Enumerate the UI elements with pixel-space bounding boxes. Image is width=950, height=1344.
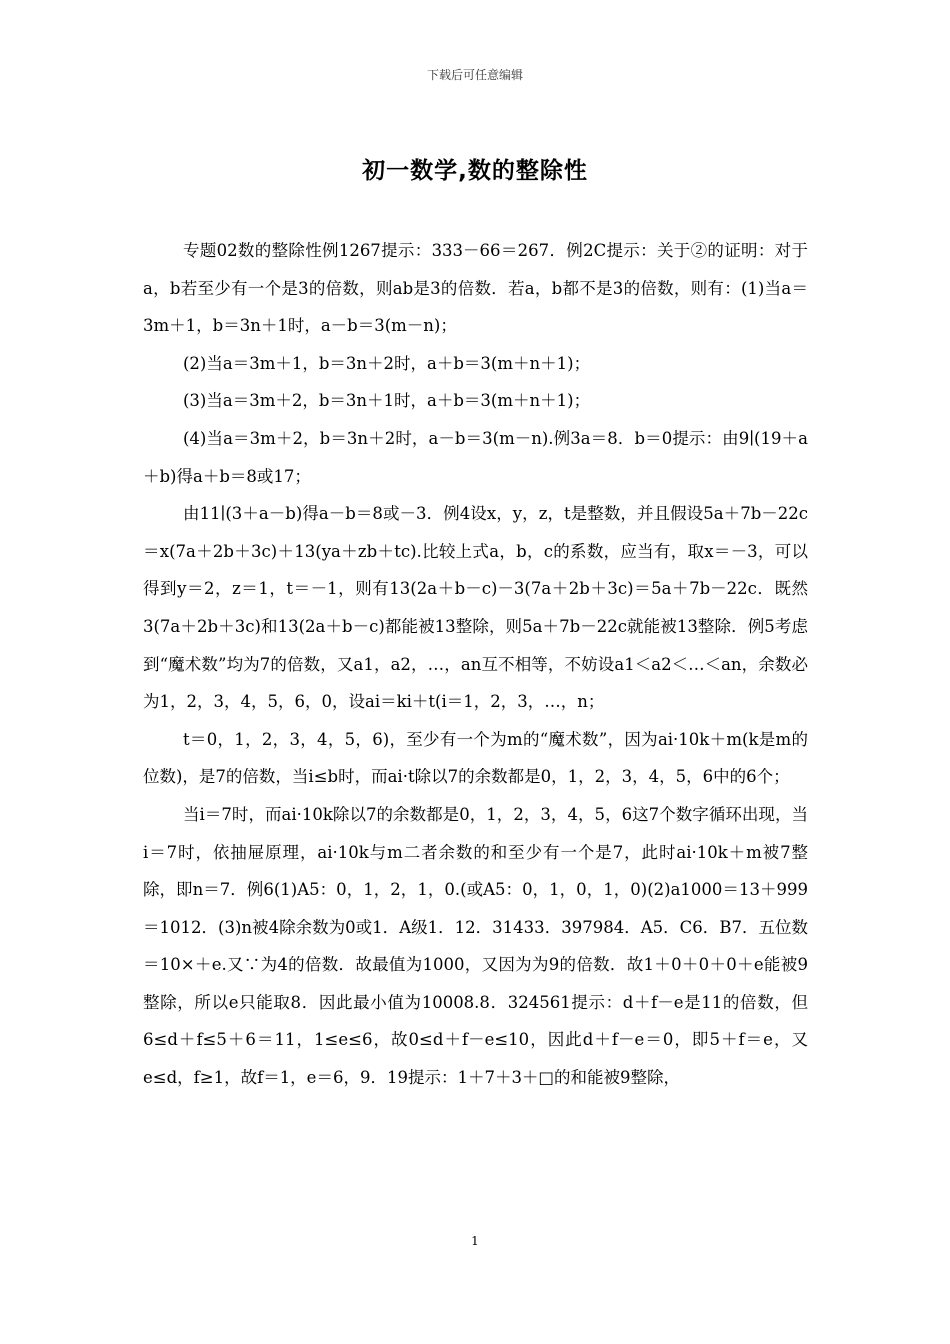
page-number: 1 <box>471 1234 479 1248</box>
paragraph: 由11∣(3＋a－b)得a－b＝8或－3．例4设x，y，z，t是整数，并且假设5a＋7b－22c＝x(7a＋2b＋3c)＋13(ya＋zb＋tc).比较上式a，b，c的系数，应当有，取x＝－3，可以得到y＝2，z＝1，t＝－1，则有13(2a＋b－c)－3(7a＋2b＋3c)＝5a＋7b－22c．既然3(7a＋2b＋3c)和13(2a＋b－c)都能被13整除，则5a＋7b－22c就能被13整除．例5考虑到“魔术数”均为7的倍数，又a1，a2，…，an互不相等，不妨设a1＜a2＜…＜an，余数必为1，2，3，4，5，6，0，设ai＝ki＋t(i＝1，2，3，…，n； <box>143 504 808 712</box>
page-header: 下载后可任意编辑 <box>426 68 523 82</box>
document-body <box>143 232 808 1097</box>
paragraph: (4)当a＝3m＋2，b＝3n＋2时，a－b＝3(m－n).例3a＝8．b＝0提示：由9∣(19＋a＋b)得a＋b＝8或17； <box>143 428 808 486</box>
paragraph: 当i＝7时，而ai·10k除以7的余数都是0，1，2，3，4，5，6这7个数字循环出现，当i＝7时，依抽屉原理，ai·10k与m二者余数的和至少有一个是7，此时ai·10k＋m被7整除，即n＝7．例6(1)A5：0，1，2，1，0.(或A5：0，1，0，1，0)(2)a1000＝13＋999＝1012．(3)n被4除余数为0或1．A级1．12．31433．397984．A5．C6．B7．五位数＝10×＋e.又∵为4的倍数．故最值为1000，又因为为9的倍数．故1＋0＋0＋0＋e能被9整除，所以e只能取8．因此最小值为10008.8．324561提示：d＋f－e是11的倍数，但6≤d＋f≤5＋6＝11，1≤e≤6，故0≤d＋f－e≤10，因此d＋f－e＝0，即5＋f＝e，又e≤d，f≥1，故f＝1，e＝6，9．19提示：1＋7＋3＋□的和能被9整除， <box>143 804 808 1088</box>
paragraph: (3)当a＝3m＋2，b＝3n＋1时，a＋b＝3(m＋n＋1)； <box>183 391 591 411</box>
paragraph: t＝0，1，2，3，4，5，6)，至少有一个为m的“魔术数”，因为ai·10k＋m(k是m的位数)，是7的倍数，当i≤b时，而ai·t除以7的余数都是0，1，2，3，4，5，6中的6个； <box>143 729 808 787</box>
document-title: 初一数学,数的整除性 <box>362 158 588 184</box>
paragraph: 专题02数的整除性例1267提示：333－66＝267．例2C提示：关于②的证明：对于a，b若至少有一个是3的倍数，则ab是3的倍数．若a，b都不是3的倍数，则有：(1)当a＝3m＋1，b＝3n＋1时，a－b＝3(m－n)； <box>143 241 808 336</box>
paragraph: (2)当a＝3m＋1，b＝3n＋2时，a＋b＝3(m＋n＋1)； <box>183 353 591 373</box>
